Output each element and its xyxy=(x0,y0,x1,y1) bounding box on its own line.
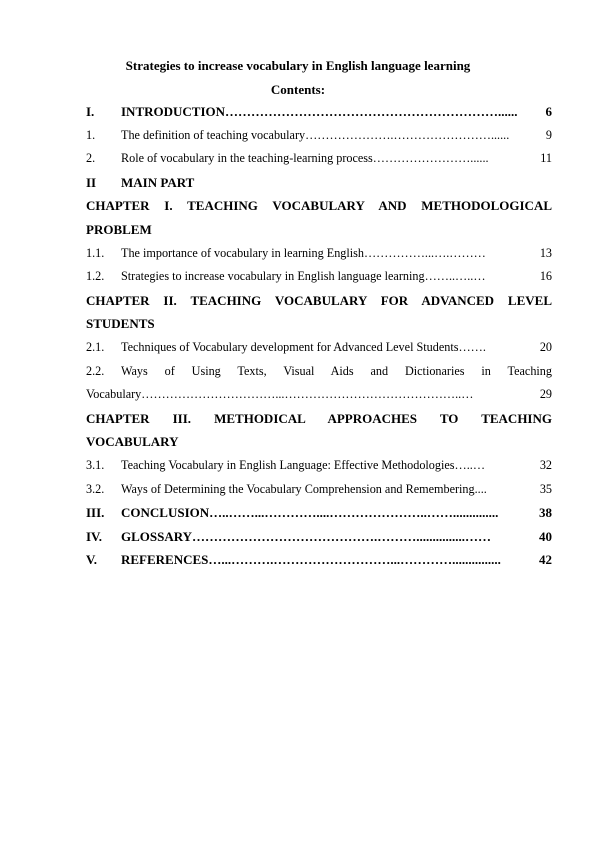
toc-entry-main-part xyxy=(86,175,552,199)
toc-entry-text: Strategies to increase vocabulary in English language learning……..…..… xyxy=(121,269,486,284)
toc-entry-text: Teaching Vocabulary in English Language: Effective Methodologies…..… xyxy=(121,457,486,472)
toc-chapter-3-line-1 xyxy=(86,411,552,435)
toc-entry-page: 11 xyxy=(540,151,552,166)
document-title: Strategies to increase vocabulary in English language learning xyxy=(125,58,471,73)
toc-entry-number: 3.1. xyxy=(86,457,105,472)
toc-entry-number: 2. xyxy=(86,151,96,166)
toc-entry-1-1 xyxy=(86,246,552,270)
toc-entry-number: 2.1. xyxy=(86,339,105,354)
toc-entry-number: 1. xyxy=(86,127,96,142)
toc-entry-number: 1.1. xyxy=(86,245,105,260)
toc-entry-text: Ways of Determining the Vocabulary Comprehension and Remembering.... xyxy=(121,481,487,496)
toc-chapter-text: PROBLEM xyxy=(86,221,152,237)
toc-entry-introduction xyxy=(86,104,552,128)
toc-entry-3-2 xyxy=(86,482,552,506)
toc-entry-role xyxy=(86,151,552,175)
toc-entry-text: Ways of Using Texts, Visual Aids and Dictionaries in Teaching xyxy=(121,363,552,378)
toc-entry-page: 29 xyxy=(539,387,552,402)
toc-entry-text: The definition of teaching vocabulary………………….……………………...... xyxy=(121,127,510,142)
toc-entry-text: GLOSSARY…………………………………….………...............…… xyxy=(121,528,492,544)
toc-entry-page: 9 xyxy=(545,127,552,142)
toc-entry-page: 20 xyxy=(539,339,552,354)
toc-entry-text: MAIN PART xyxy=(121,174,195,190)
toc-entry-number: IV. xyxy=(86,528,103,544)
toc-entry-page: 38 xyxy=(539,505,552,521)
toc-chapter-text: STUDENTS xyxy=(86,316,155,332)
toc-chapter-text: VOCABULARY xyxy=(86,434,179,450)
toc-entry-text: REFERENCES…...……….………………………...…………............... xyxy=(121,552,501,568)
toc-entry-page: 6 xyxy=(545,104,552,119)
toc-entry-number: III. xyxy=(86,505,105,521)
toc-entry-definition xyxy=(86,128,552,152)
toc-entry-1-2 xyxy=(86,269,552,293)
toc-entry-3-1 xyxy=(86,458,552,482)
table-of-contents xyxy=(86,104,552,576)
toc-entry-number: I. xyxy=(86,104,95,119)
toc-entry-2-1 xyxy=(86,340,552,364)
toc-entry-page: 40 xyxy=(539,528,552,544)
toc-entry-2-2-line-2 xyxy=(86,387,552,411)
toc-chapter-3-line-2 xyxy=(86,434,552,458)
toc-entry-page: 32 xyxy=(539,457,552,472)
toc-entry-references xyxy=(86,552,552,576)
toc-entry-page: 35 xyxy=(539,481,552,496)
toc-entry-number: II xyxy=(86,174,97,190)
toc-entry-text: CONCLUSION…..……...…………....…………………..…….............. xyxy=(121,505,499,521)
toc-entry-text: Vocabulary……………………………...……………………………………..… xyxy=(86,387,474,402)
toc-chapter-1-line-2 xyxy=(86,222,552,246)
toc-chapter-text: CHAPTER I. TEACHING VOCABULARY AND METHODOLOGICAL xyxy=(86,198,552,214)
toc-entry-number: 1.2. xyxy=(86,269,105,284)
toc-entry-page: 16 xyxy=(539,269,552,284)
toc-entry-number: 3.2. xyxy=(86,481,105,496)
toc-entry-text: INTRODUCTION………………………………………………………...... xyxy=(121,104,518,119)
toc-entry-page: 42 xyxy=(539,552,552,568)
toc-chapter-1-line-1 xyxy=(86,198,552,222)
toc-entry-text: Techniques of Vocabulary development for Advanced Level Students……. xyxy=(121,339,486,354)
toc-entry-number: V. xyxy=(86,552,97,568)
toc-entry-2-2-line-1 xyxy=(86,364,552,388)
toc-entry-text: The importance of vocabulary in learning English……………...….……… xyxy=(121,245,486,260)
toc-chapter-text: CHAPTER III. METHODICAL APPROACHES TO TEACHING xyxy=(86,410,552,426)
toc-entry-page: 13 xyxy=(539,245,552,260)
toc-entry-conclusion xyxy=(86,505,552,529)
toc-entry-glossary xyxy=(86,529,552,553)
toc-chapter-text: CHAPTER II. TEACHING VOCABULARY FOR ADVANCED LEVEL xyxy=(86,292,552,308)
toc-chapter-2-line-2 xyxy=(86,316,552,340)
toc-entry-number: 2.2. xyxy=(86,363,105,378)
toc-entry-text: Role of vocabulary in the teaching-learning process……………………...... xyxy=(121,151,489,166)
contents-heading: Contents: xyxy=(270,82,326,97)
toc-chapter-2-line-1 xyxy=(86,293,552,317)
